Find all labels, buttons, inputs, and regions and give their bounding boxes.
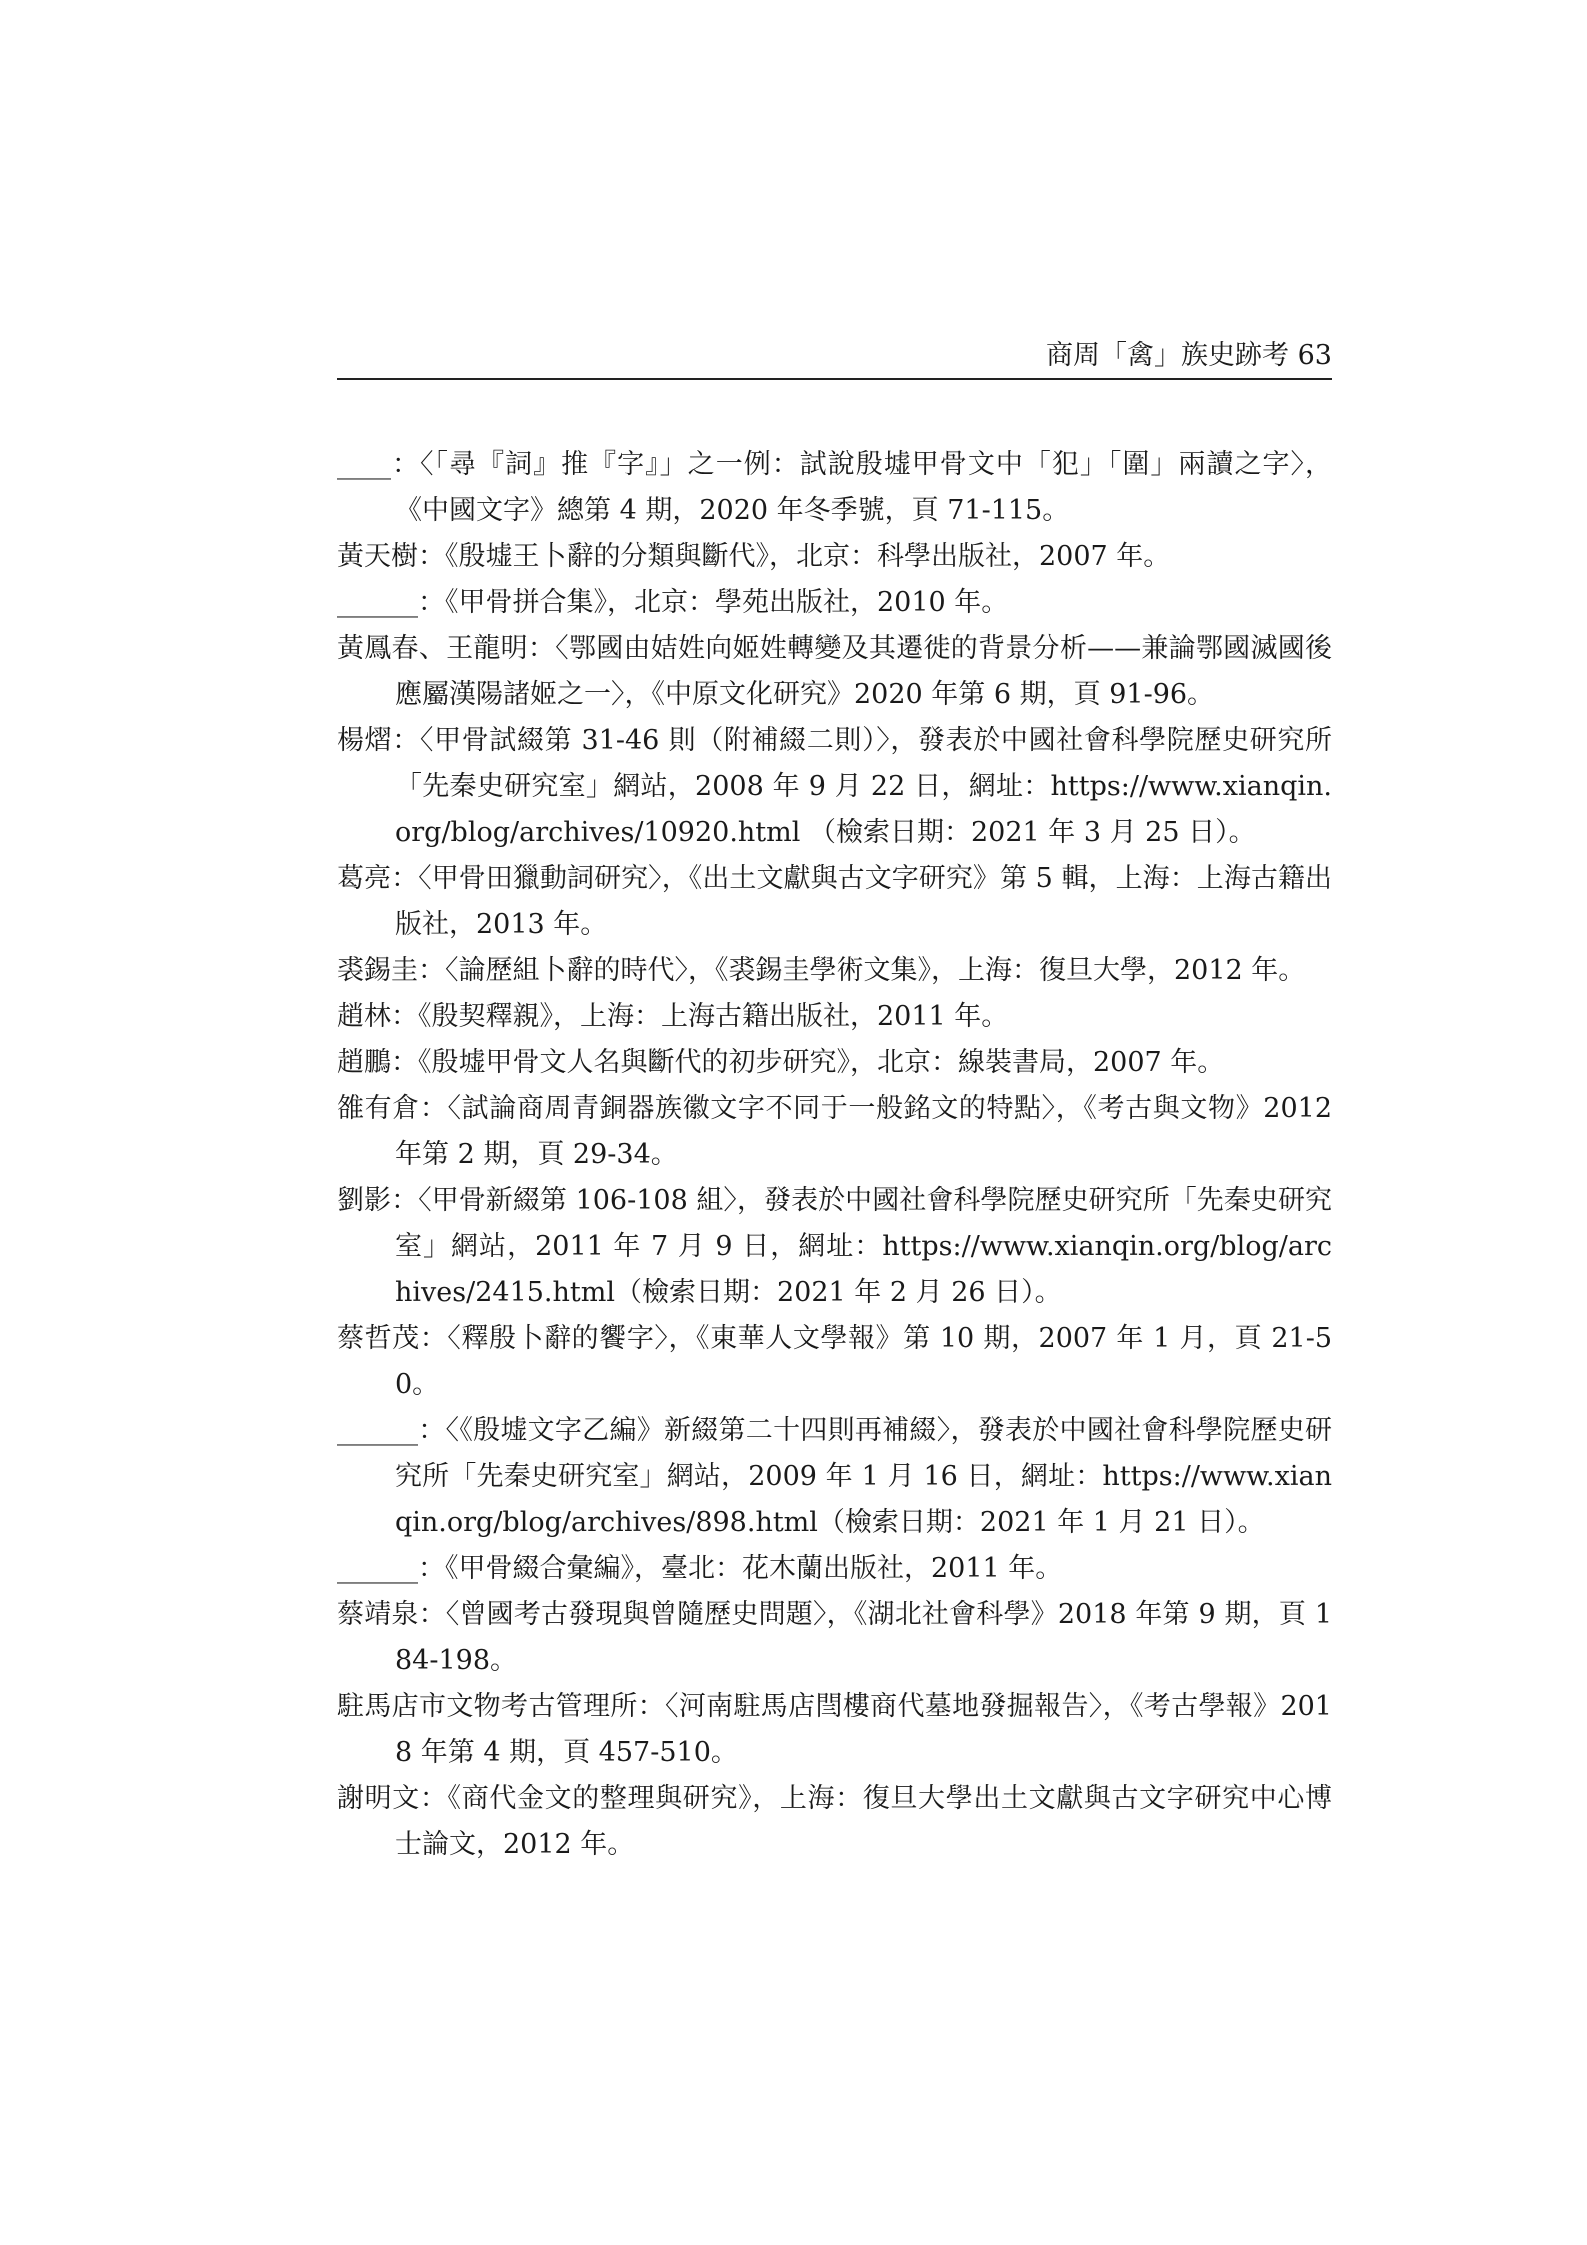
reference-entry: 趙鵬：《殷墟甲骨文人名與斷代的初步研究》，北京：線裝書局，2007 年。 — [337, 1047, 1225, 1078]
reference-entry: 裘錫圭：〈論歷組卜辭的時代〉，《裘錫圭學術文集》，上海：復旦大學，2012 年。 — [337, 955, 1306, 986]
running-title: 商周「禽」族史跡考 63 — [1046, 340, 1332, 371]
reference-entry: 謝明文：《商代金文的整理與研究》，上海：復旦大學出土文獻與古文字研究中心博士論文，2012 年。 — [337, 1783, 1332, 1860]
reference-entry: ______：〈《殷墟文字乙編》新綴第二十四則再補綴〉，發表於中國社會科學院歷史研究所「先秦史研究室」網站，2009 年 1 月 16 日，網址：https://www.xianqin.org/blog/archives/898.html（檢索日期：2021 年 1 月 21 日）。 — [337, 1415, 1332, 1538]
reference-list — [337, 442, 1332, 1868]
reference-entry: 蔡靖泉：〈曾國考古發現與曾隨歷史問題〉，《湖北社會科學》2018 年第 9 期，頁 184-198。 — [337, 1599, 1332, 1676]
reference-entry: 黃天樹：《殷墟王卜辭的分類與斷代》，北京：科學出版社，2007 年。 — [337, 541, 1171, 572]
reference-entry: ______：《甲骨拼合集》，北京：學苑出版社，2010 年。 — [337, 587, 1009, 618]
reference-entry: ____：〈「尋『詞』推『字』」之一例：試說殷墟甲骨文中「犯」「圍」兩讀之字〉，《中國文字》總第 4 期，2020 年冬季號，頁 71-115。 — [337, 449, 1332, 526]
reference-entry: 趙林：《殷契釋親》，上海：上海古籍出版社，2011 年。 — [337, 1001, 1009, 1032]
header-rule — [337, 378, 1332, 380]
reference-entry: 蔡哲茂：〈釋殷卜辭的饗字〉，《東華人文學報》第 10 期，2007 年 1 月，頁 21-50。 — [337, 1323, 1332, 1400]
reference-entry: 劉影：〈甲骨新綴第 106-108 組〉，發表於中國社會科學院歷史研究所「先秦史研究室」網站，2011 年 7 月 9 日，網址：https://www.xianqin.org/blog/archives/2415.html（檢索日期：2021 年 2 月 26 日）。 — [337, 1185, 1332, 1308]
reference-entry: 楊熠：〈甲骨試綴第 31-46 則（附補綴二則）〉，發表於中國社會科學院歷史研究所「先秦史研究室」網站，2008 年 9 月 22 日，網址：https://www.xianqin.org/blog/archives/10920.html （檢索日期：2021 年 3 月 25 日）。 — [337, 725, 1332, 848]
reference-entry: 黃鳳春、王龍明：〈鄂國由姞姓向姬姓轉變及其遷徙的背景分析——兼論鄂國滅國後應屬漢陽諸姬之一〉，《中原文化研究》2020 年第 6 期，頁 91-96。 — [337, 633, 1332, 710]
reference-entry: 雒有倉：〈試論商周青銅器族徽文字不同于一般銘文的特點〉，《考古與文物》2012 年第 2 期，頁 29-34。 — [337, 1093, 1332, 1170]
running-header — [337, 338, 1332, 380]
reference-entry: 葛亮：〈甲骨田獵動詞研究〉，《出土文獻與古文字研究》第 5 輯，上海：上海古籍出版社，2013 年。 — [337, 863, 1332, 940]
reference-entry: 駐馬店市文物考古管理所：〈河南駐馬店閆樓商代墓地發掘報告〉，《考古學報》2018 年第 4 期，頁 457-510。 — [337, 1691, 1332, 1768]
reference-entry: ______：《甲骨綴合彙編》，臺北：花木蘭出版社，2011 年。 — [337, 1553, 1063, 1584]
